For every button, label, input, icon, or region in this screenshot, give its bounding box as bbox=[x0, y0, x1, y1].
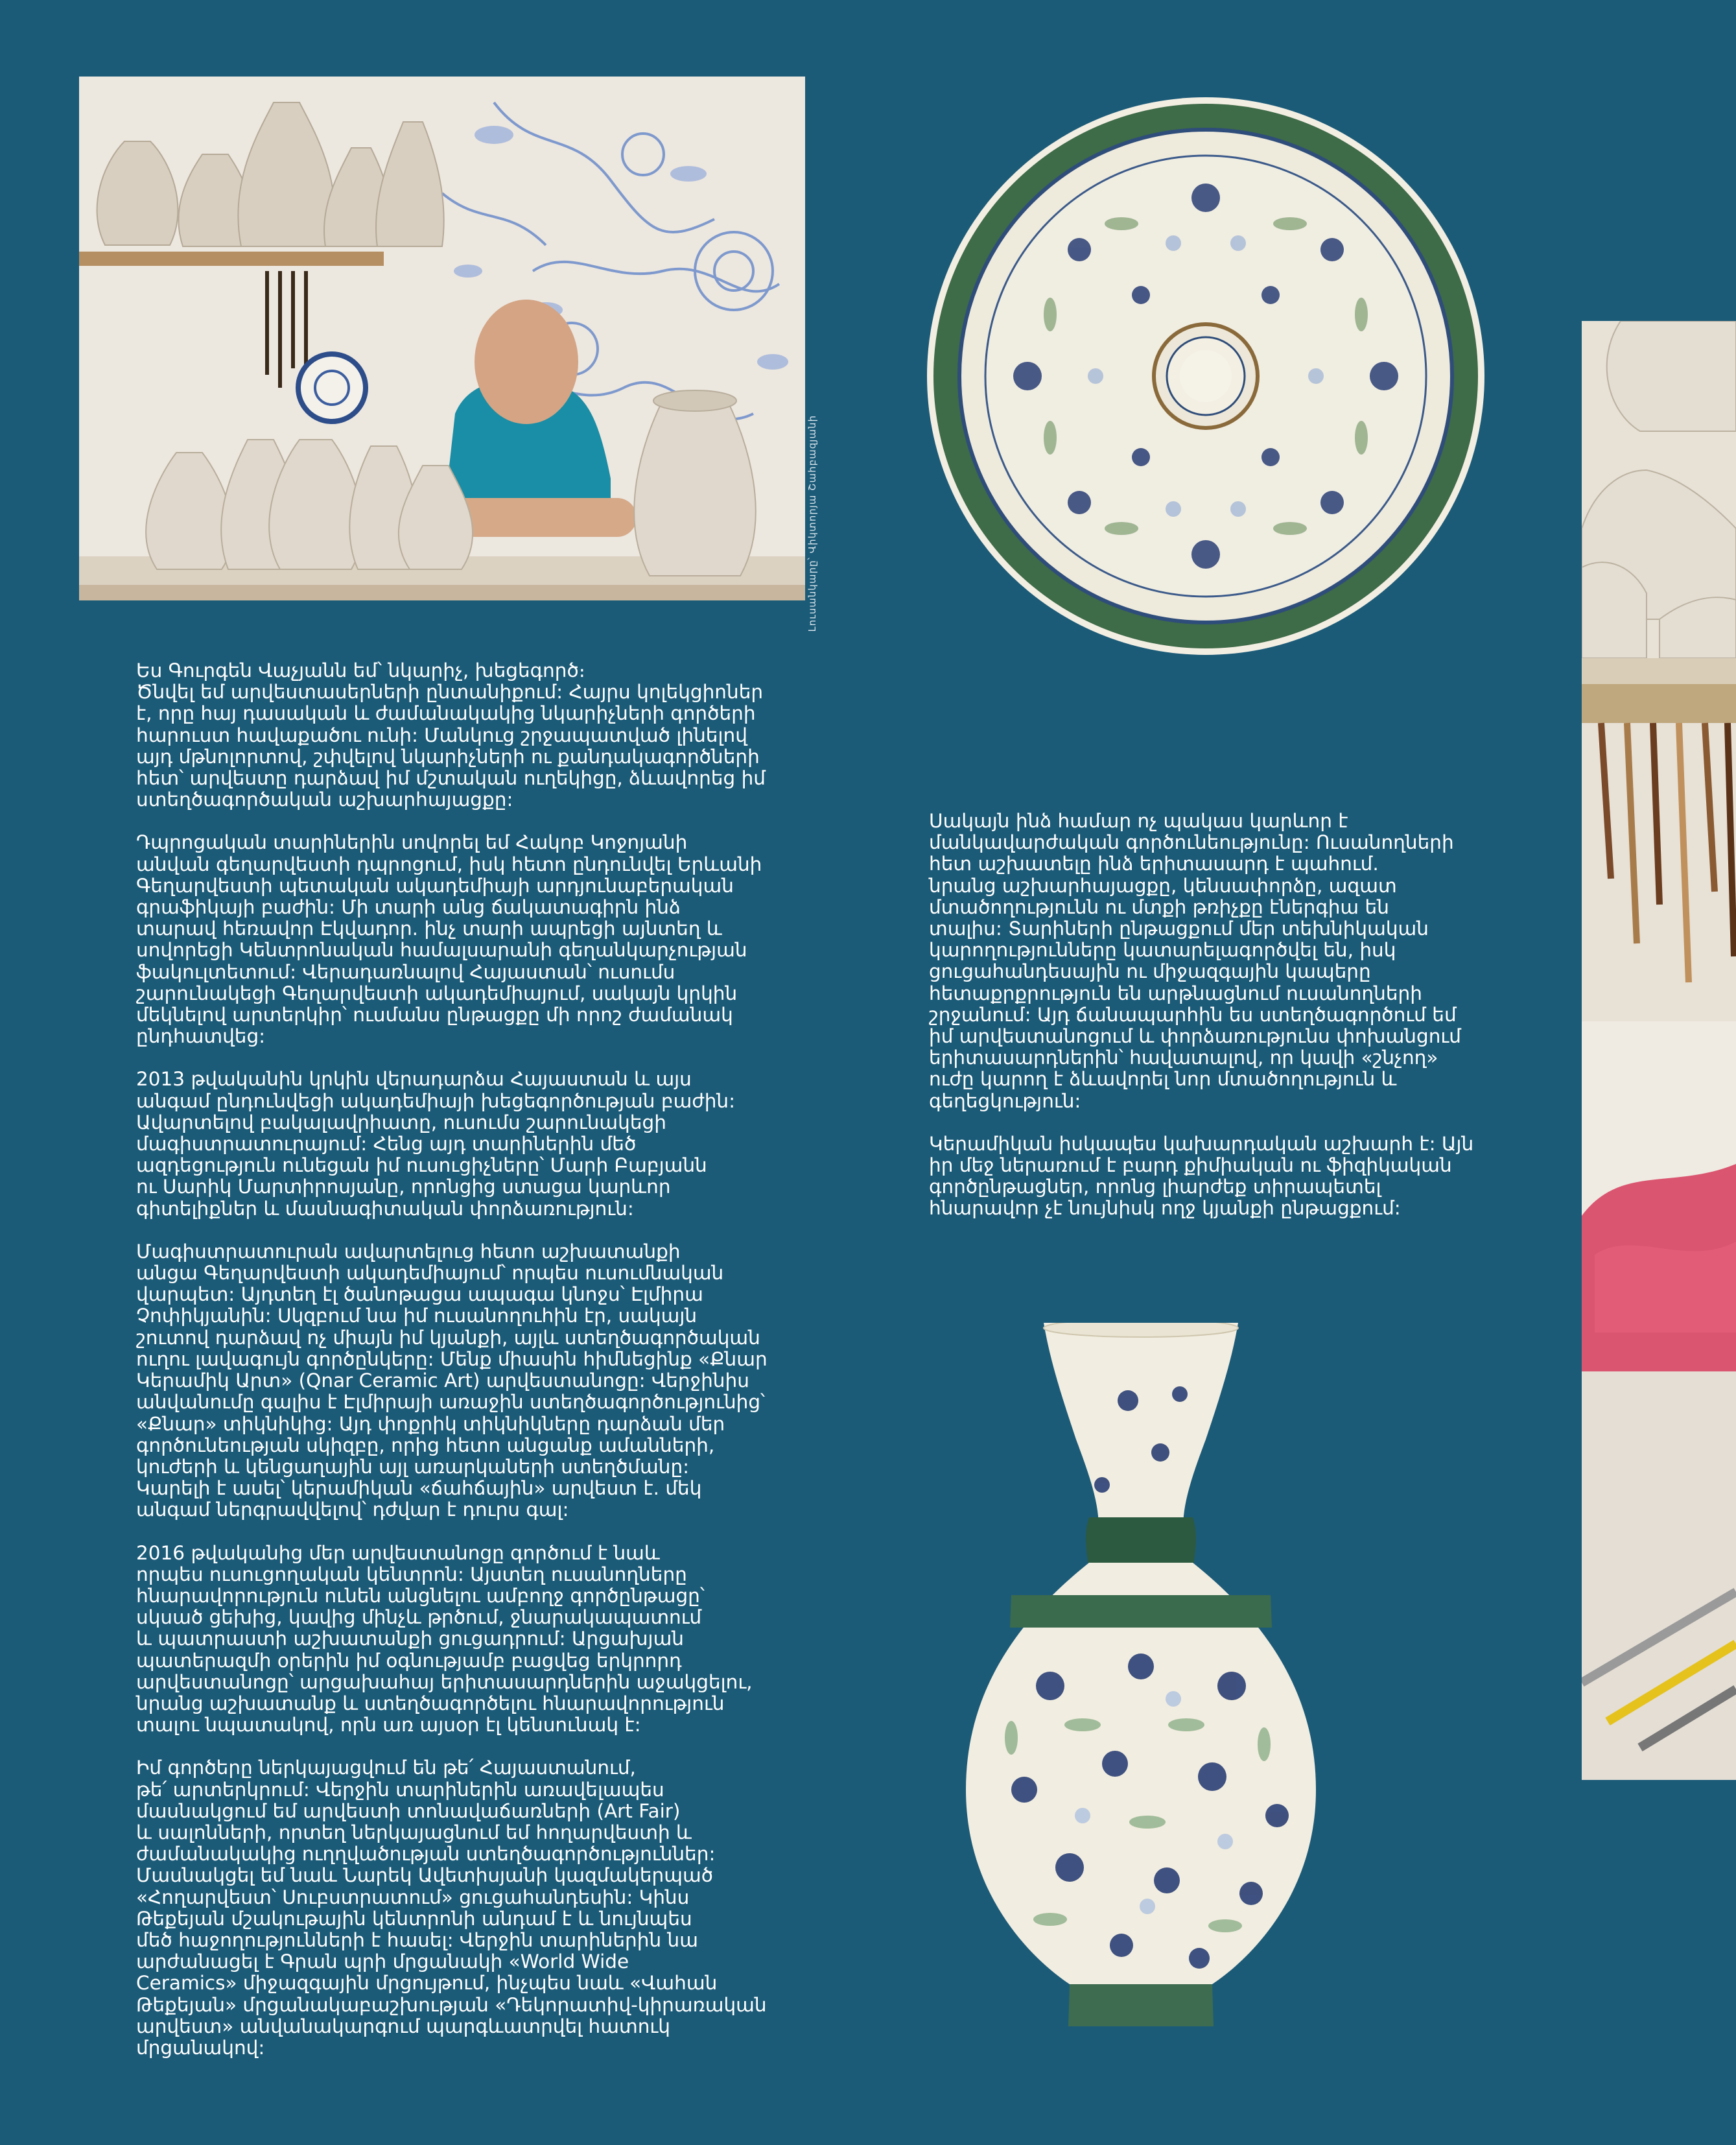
paragraph-pedagogy: Սակայն ինձ համար ոչ պակաս կարևոր է մանկավարժական գործունեությունը: Ուսանողների հետ աշխատելը ինձ երիտասարդ է պահում. նրանց աշխարհայացքը, կենսափորձը, ազատ մտածողությունն ու մտքի թռիչքը էներգիա են տալիս: Տարիների ընթացքում մեր տեխնիկական կարողությունները կատարելագործվել են, իսկ ցուցահանդեսային ու միջազգային կապերը հետաքրքրություն են արթնացնում ուսանողների շրջանում: Այդ ճանապարհին ես ստեղծագործում եմ իմ արվեստանոցում և փորձառությունս փոխանցում երիտասարդներին՝ հավատալով, որ կավի «շնչող» ուժը կարող է ձևավորել նոր մտածողություն և գեղեցկություն: bbox=[929, 810, 1461, 1112]
paragraph-ceramics-department: 2013 թվականին կրկին վերադարձա Հայաստան և այս անգամ ընդունվեցի ակադեմիայի խեցեգործության բաժին: Ավարտելով բակալավրիատը, ուսումս շարունակեցի մագիստրատուրայում: Հենց այդ տարիներին մեծ ազդեցություն ունեցան իմ ուսուցիչները՝ Մարի Բաբյանն ու Սարիկ Մարտիրոսյանը, որոնցից ստացա կարևոր գիտելիքներ և մասնագիտական փորձառություն: bbox=[136, 1068, 736, 1220]
photo-painted-ceramic-plate bbox=[927, 36, 1484, 717]
photo-painted-ceramic-vase bbox=[953, 1323, 1329, 2030]
photo-credit: Լուսանկարը՝ Վիկտորյա Շահբազյանի bbox=[806, 415, 818, 632]
paragraph-intro: Ես Գուրգեն Վաչյանն եմ՝ նկարիչ, խեցեգործ։ Ծնվել եմ արվեստասերների ընտանիքում: Հայրս կոլեկցիոներ է, որը հայ դասական և ժամանակակից նկարիչների գործերի հարուստ հավաքածու ունի: Մանկուց շրջապատված լինելով այդ մթնոլորտով, շփվելով նկարիչների ու քանդակագործների հետ՝ արվեստը դարձավ իմ մշտական ուղեկիցը, ձևավորեց իմ ստեղծագործական աշխարհայացքը: bbox=[136, 659, 766, 811]
photo-artist-with-pottery bbox=[79, 77, 805, 600]
paragraph-workshop-founding: Մագիստրատուրան ավարտելուց հետո աշխատանքի անցա Գեղարվեստի ակադեմիայում՝ որպես ուսումնական վարպետ: Այդտեղ էլ ծանոթացա ապագա կնոջս՝ Էլմիրա Չոփիկյանին: Սկզբում նա իմ ուսանողուհին էր, սակայն շուտով դարձավ ոչ միայն իմ կյանքի, այլև ստեղծագործական ուղու լավագույն գործընկերը: Մենք միասին հիմնեցինք «Քնար Կերամիկ Արտ» (Qnar Ceramic Art) արվեստանոցը: Վերջինիս անվանումը գալիս է Էլմիրայի առաջին ստեղծագործությունից՝ «Քնար» տիկնիկից: Այդ փոքրիկ տիկնիկները դարձան մեր գործունեության սկիզբը, որից հետո անցանք ամանների, կուժերի և կենցաղային այլ առարկաների ստեղծմանը: Կարելի է ասել՝ կերամիկան «ճահճային» արվեստ է. մեկ անգամ ներգրավվելով՝ դժվար է դուրս գալ: bbox=[136, 1240, 768, 1521]
right-text-column bbox=[929, 811, 1564, 1241]
paragraph-ceramics-magic: Կերամիկան իսկապես կախարդական աշխարհ է: Այն իր մեջ ներառում է բարդ քիմիական ու ֆիզիկական գործընթացներ, որոնց լիարժեք տիրապետել հնարավոր չէ նույնիսկ ողջ կյանքի ընթացքում: bbox=[929, 1132, 1474, 1220]
photo-studio-tools bbox=[1582, 321, 1736, 1780]
left-text-column bbox=[136, 660, 810, 2080]
paragraph-teaching-center: 2016 թվականից մեր արվեստանոցը գործում է նաև որպես ուսուցողական կենտրոն: Այստեղ ուսանողները հնարավորություն ունեն անցնելու ամբողջ գործընթացը՝ սկսած ցեխից, կավից մինչև թրծում, ջնարակապատում և պատրաստի աշխատանքի ցուցադրում: Արցախյան պատերազմի օրերին իմ օգնությամբ բացվեց երկրորդ արվեստանոցը՝ արցախահայ երիտասարդներին աջակցելու, նրանց աշխատանք և ստեղծագործելու հնարավորություն տալու նպատակով, որն առ այսօր էլ կենսունակ է: bbox=[136, 1541, 753, 1736]
paragraph-exhibitions: Իմ գործերը ներկայացվում են թե՛ Հայաստանում, թե՛ արտերկրում: Վերջին տարիներին առավելապես մասնակցում եմ արվեստի տոնավաճառների (Art Fair) և սալոնների, որտեղ ներկայացնում եմ հողարվեստի և ժամանակակից ուղղվածության ստեղծագործություններ: Մասնակցել եմ նաև Նարեկ Ավետիսյանի կազմակերպած «Հողարվեստ՝ Սուբստրատում» ցուցահանդեսին: Կինս Թեքեյան մշակութային կենտրոնի անդամ է և նույնպես մեծ հաջողությունների է հասել: Վերջին տարիներին նա արժանացել է Գրան պրի մրցանակի «World Wide Ceramics» միջազգային մրցույթում, ինչպես նաև «Վահան Թեքեյան» մրցանակաբաշխության «Դեկորատիվ-կիրառական արվեստ» անվանակարգում պարգևատրվել հատուկ մրցանակով: bbox=[136, 1757, 767, 2059]
paragraph-education: Դպրոցական տարիներին սովորել եմ Հակոբ Կոջոյանի անվան գեղարվեստի դպրոցում, իսկ հետո ընդունվել Երևանի Գեղարվեստի պետական ակադեմիայի արդյունաբերական գրաֆիկայի բաժին: Մի տարի անց ճակատագիրն ինձ տարավ հեռավոր Էկվադոր. ինչ տարի ապրեցի այնտեղ և սովորեցի Կենտրոնական համալսարանի գեղանկարչության ֆակուլտետում: Վերադառնալով Հայաստան՝ ուսումս շարունակեցի Գեղարվեստի ակադեմիայում, սակայն կրկին մեկնելով արտերկիր՝ ուսմանս ընթացքը մի որոշ ժամանակ ընդհատվեց: bbox=[136, 831, 762, 1048]
